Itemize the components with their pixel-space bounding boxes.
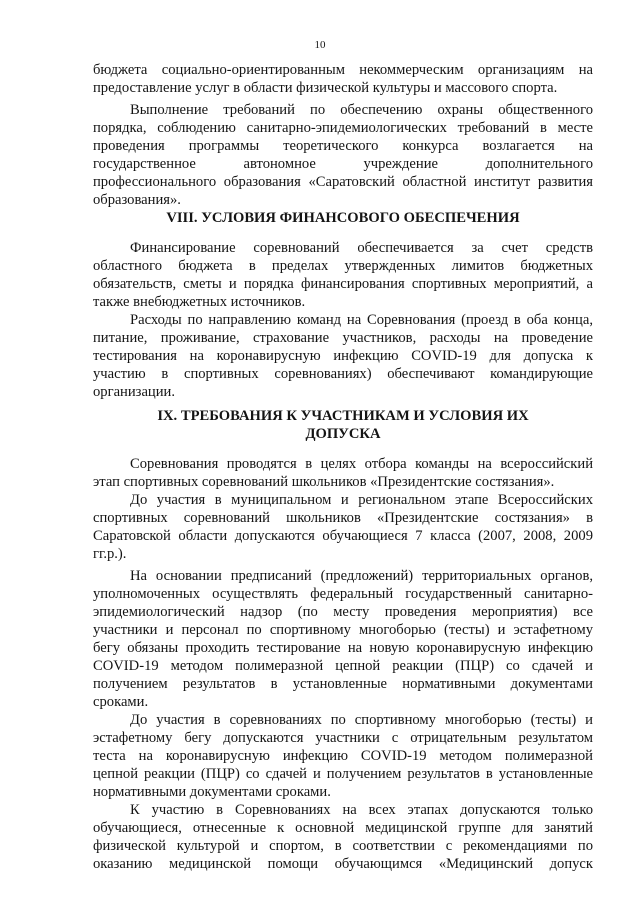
- paragraph-first-line: До участия в муниципальном и региональном этапе Всероссийских: [130, 492, 593, 508]
- paragraph-line: этап спортивных соревнований школьников «Президентские состязания».: [93, 474, 555, 490]
- paragraph-first-line: Финансирование соревнований обеспечивается за счет средств: [130, 240, 593, 256]
- paragraph-line: Саратовской области допускаются обучающиеся 7 класса (2007, 2008, 2009: [93, 528, 593, 544]
- paragraph-line: получением результатов в установленные нормативными документами: [93, 676, 593, 692]
- page-number: 10: [314, 39, 326, 51]
- paragraph-line: физической культурой и спортом, в соответствии с рекомендациями по: [93, 838, 593, 854]
- paragraph-line: эстафетному бегу допускаются участники с отрицательным результатом: [93, 730, 593, 746]
- paragraph-line: бегу обязаны проходить тестирование на новую коронавирусную инфекцию: [93, 640, 593, 656]
- paragraph-line: гг.р.).: [93, 546, 127, 562]
- paragraph-line: тестирования на коронавирусную инфекцию COVID-19 для допуска к: [93, 348, 593, 364]
- section-heading: VIII. УСЛОВИЯ ФИНАНСОВОГО ОБЕСПЕЧЕНИЯ: [166, 210, 520, 226]
- paragraph-first-line: Выполнение требований по обеспечению охраны общественного: [130, 102, 593, 118]
- paragraph-line: участию в спортивных соревнованиях) обеспечивают командирующие: [93, 366, 593, 382]
- paragraph-line: теста на коронавирусную инфекцию COVID-19 методом полимеразной: [93, 748, 593, 764]
- paragraph-first-line: Соревнования проводятся в целях отбора команды на всероссийский: [130, 456, 593, 472]
- paragraph-line: сроками.: [93, 694, 149, 710]
- paragraph-line: проведения программы теоретического конкурса возлагается на: [93, 138, 593, 154]
- paragraph-line: образования».: [93, 192, 181, 208]
- paragraph-first-line: Расходы по направлению команд на Соревнования (проезд в оба конца,: [130, 312, 593, 328]
- section-heading: ДОПУСКА: [305, 426, 381, 442]
- paragraph-line: порядка, соблюдению санитарно-эпидемиологических требований в месте: [93, 120, 593, 136]
- paragraph-line: уполномоченных осуществлять федеральный государственный санитарно-: [93, 586, 593, 602]
- paragraph-line: профессионального образования «Саратовский областной институт развития: [93, 174, 593, 190]
- paragraph-line: питание, проживание, страхование участников, расходы на проведение: [93, 330, 593, 346]
- paragraph-line: эпидемиологический надзор (по месту проведения мероприятия) все: [93, 604, 593, 620]
- paragraph-line: обязательств, сметы и порядка финансирования спортивных мероприятий, а: [93, 276, 593, 292]
- paragraph-line: оказанию медицинской помощи обучающимся «Медицинский допуск: [93, 856, 593, 872]
- paragraph-first-line: На основании предписаний (предложений) территориальных органов,: [130, 568, 593, 584]
- paragraph-first-line: К участию в Соревнованиях на всех этапах допускаются только: [130, 802, 593, 818]
- paragraph-line: областного бюджета в пределах утвержденных лимитов бюджетных: [93, 258, 593, 274]
- paragraph-line: обучающиеся, отнесенные к основной медицинской группе для занятий: [93, 820, 593, 836]
- paragraph-first-line: До участия в соревнованиях по спортивному многоборью (тесты) и: [130, 712, 593, 728]
- paragraph-line: организации.: [93, 384, 175, 400]
- paragraph-line: бюджета социально-ориентированным некоммерческим организациям на: [93, 62, 593, 78]
- paragraph-line: нормативными документами сроками.: [93, 784, 331, 800]
- paragraph-line: спортивных соревнований школьников «Президентские состязания» в: [93, 510, 593, 526]
- paragraph-line: государственное автономное учреждение дополнительного: [93, 156, 593, 172]
- paragraph-line: предоставление услуг в области физической культуры и массового спорта.: [93, 80, 558, 96]
- paragraph-line: цепной реакции (ПЦР) со сдачей и получением результатов в установленные: [93, 766, 593, 782]
- paragraph-line: также внебюджетных источников.: [93, 294, 306, 310]
- paragraph-line: участники и персонал по спортивному многоборью (тесты) и эстафетному: [93, 622, 593, 638]
- section-heading: IX. ТРЕБОВАНИЯ К УЧАСТНИКАМ И УСЛОВИЯ ИХ: [157, 408, 529, 424]
- paragraph-line: COVID-19 методом полимеразной цепной реакции (ПЦР) со сдачей и: [93, 658, 593, 674]
